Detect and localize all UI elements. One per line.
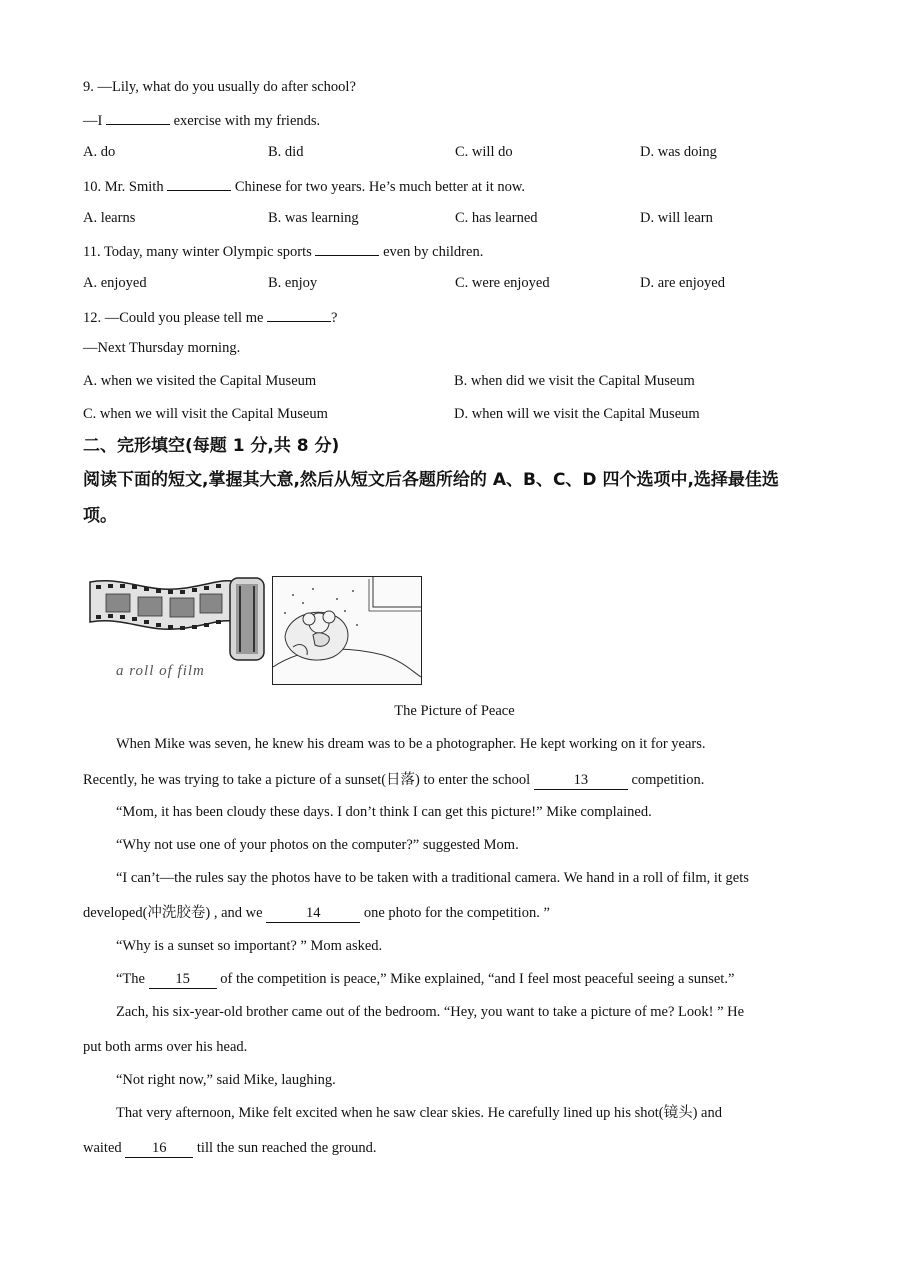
section-instruction-line1: 阅读下面的短文,掌握其大意,然后从短文后各题所给的 A、B、C、D 四个选项中,选择最佳选 xyxy=(83,470,779,490)
q11-option-d: D. are enjoyed xyxy=(640,275,725,291)
blank-13: 13 xyxy=(534,771,628,790)
q11-post: even by children. xyxy=(383,244,484,260)
passage-p4-line1: “I can’t—the rules say the photos have to be taken with a traditional camera. We hand in a roll of film, it gets xyxy=(116,870,749,886)
blank-15: 15 xyxy=(149,970,217,989)
passage-p7-line2: put both arms over his head. xyxy=(83,1039,248,1055)
q10-option-a: A. learns xyxy=(83,210,136,226)
passage-p4-line2 xyxy=(83,904,550,923)
q10-blank xyxy=(167,176,231,191)
q11-option-a: A. enjoyed xyxy=(83,275,147,291)
passage-p1-line2 xyxy=(83,771,704,790)
passage-p7-line1: Zach, his six-year-old brother came out of the bedroom. “Hey, you want to take a picture of me? Look! ” He xyxy=(116,1004,745,1020)
blank-14: 14 xyxy=(266,904,360,923)
q12-stem xyxy=(83,307,337,327)
q11-stem xyxy=(83,241,483,261)
q9-blank xyxy=(106,110,170,125)
p4-post: one photo for the competition. ” xyxy=(363,905,550,921)
q10-post: Chinese for two years. He’s much better at it now. xyxy=(234,179,526,195)
q11-pre: 11. Today, many winter Olympic sports xyxy=(83,244,312,260)
q12-answer: —Next Thursday morning. xyxy=(83,340,241,356)
q9-answer xyxy=(83,110,320,130)
q12-option-c: C. when we will visit the Capital Museum xyxy=(83,406,328,422)
passage-p3: “Why not use one of your photos on the computer?” suggested Mom. xyxy=(116,837,519,853)
p9-post: till the sun reached the ground. xyxy=(196,1140,377,1156)
p4-pre: developed(冲洗胶卷) , and we xyxy=(83,905,263,921)
p1-post: competition. xyxy=(631,772,705,788)
q12-blank xyxy=(267,307,331,322)
q12-option-a: A. when we visited the Capital Museum xyxy=(83,373,317,389)
q11-option-b: B. enjoy xyxy=(268,275,318,291)
q12-option-d: D. when will we visit the Capital Museum xyxy=(454,406,700,422)
p1-pre: Recently, he was trying to take a picture of a sunset(日落) to enter the school xyxy=(83,772,531,788)
blank-16: 16 xyxy=(125,1139,193,1158)
p6-pre: “The xyxy=(116,971,145,987)
q12-option-b: B. when did we visit the Capital Museum xyxy=(454,373,695,389)
passage-title: The Picture of Peace xyxy=(394,703,515,719)
film-roll-icon xyxy=(86,572,268,672)
passage-p1-line1: When Mike was seven, he knew his dream was to be a photographer. He kept working on it for years. xyxy=(116,736,706,752)
sleeping-child-picture xyxy=(272,576,422,685)
passage-p9-line2 xyxy=(83,1139,377,1158)
q12-pre: 12. —Could you please tell me xyxy=(83,310,264,326)
passage-p9-line1: That very afternoon, Mike felt excited when he saw clear skies. He carefully lined up his shot(镜头) and xyxy=(116,1105,722,1121)
film-caption: a roll of film xyxy=(116,663,205,679)
child-sketch-icon xyxy=(273,577,421,684)
q9-stem: 9. —Lily, what do you usually do after school? xyxy=(83,79,356,95)
p9-pre: waited xyxy=(83,1140,122,1156)
p6-post: of the competition is peace,” Mike explained, “and I feel most peaceful seeing a sunset.” xyxy=(220,971,735,987)
q10-option-b: B. was learning xyxy=(268,210,359,226)
q10-stem xyxy=(83,176,525,196)
q11-option-c: C. were enjoyed xyxy=(455,275,550,291)
passage-p6 xyxy=(116,970,734,989)
q9-answer-pre: —I xyxy=(83,113,103,129)
q10-option-c: C. has learned xyxy=(455,210,538,226)
q10-option-d: D. will learn xyxy=(640,210,713,226)
section-instruction-line2: 项。 xyxy=(83,506,117,526)
passage-p8: “Not right now,” said Mike, laughing. xyxy=(116,1072,336,1088)
q9-answer-post: exercise with my friends. xyxy=(173,113,321,129)
q11-blank xyxy=(315,241,379,256)
q12-post: ? xyxy=(331,310,338,326)
q9-option-b: B. did xyxy=(268,144,304,160)
passage-p2: “Mom, it has been cloudy these days. I don’t think I can get this picture!” Mike complained. xyxy=(116,804,652,820)
q10-pre: 10. Mr. Smith xyxy=(83,179,164,195)
q9-option-a: A. do xyxy=(83,144,116,160)
section-heading: 二、完形填空(每题 1 分,共 8 分) xyxy=(83,436,340,456)
passage-p5: “Why is a sunset so important? ” Mom asked. xyxy=(116,938,383,954)
q9-option-d: D. was doing xyxy=(640,144,717,160)
q9-option-c: C. will do xyxy=(455,144,513,160)
